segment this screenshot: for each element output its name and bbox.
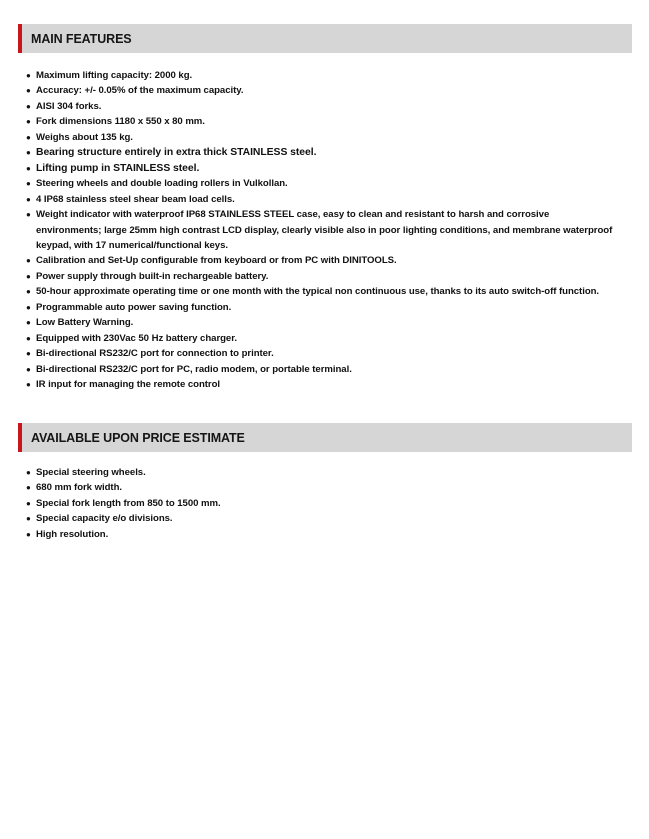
- list-item-text: AISI 304 forks.: [36, 100, 102, 112]
- list-item-text: Power supply through built-in rechargeable battery.: [36, 270, 269, 282]
- list-item: [26, 161, 616, 176]
- list-item: [26, 145, 616, 160]
- bullet-icon: ●: [26, 529, 31, 539]
- list-item-text: Accuracy: +/- 0.05% of the maximum capacity.: [36, 85, 244, 97]
- bullet-icon: ●: [26, 302, 31, 312]
- bullet-icon: ●: [26, 101, 31, 111]
- list-item-text: Calibration and Set-Up configurable from keyboard or from PC with DINITOOLS.: [36, 255, 397, 267]
- list-item-text: 4 IP68 stainless steel shear beam load cells.: [36, 193, 235, 205]
- list-item: [26, 269, 616, 284]
- list-item: [26, 377, 616, 392]
- main-features-section: [0, 24, 649, 391]
- bullet-icon: ●: [26, 194, 31, 204]
- list-item: [26, 176, 616, 191]
- list-item-text: Special capacity e/o divisions.: [36, 513, 173, 525]
- bullet-icon: ●: [26, 498, 31, 508]
- list-item: [26, 315, 616, 330]
- bullet-icon: ●: [26, 163, 31, 173]
- list-item: [26, 83, 616, 98]
- list-item: [26, 192, 616, 207]
- bullet-icon: ●: [26, 349, 31, 359]
- price-estimate-section: [0, 423, 649, 540]
- list-item-text: Special fork length from 850 to 1500 mm.: [36, 497, 221, 509]
- list-item: [26, 496, 616, 511]
- list-item: [26, 331, 616, 346]
- bullet-icon: ●: [26, 483, 31, 493]
- bullet-icon: ●: [26, 380, 31, 390]
- bullet-icon: ●: [26, 468, 31, 477]
- list-item-text: 680 mm fork width.: [36, 482, 122, 494]
- bullet-icon: ●: [26, 364, 31, 374]
- list-item: [26, 253, 616, 268]
- bullet-icon: ●: [26, 132, 31, 142]
- price-estimate-title: AVAILABLE UPON PRICE ESTIMATE: [31, 430, 245, 445]
- list-item: [26, 346, 616, 361]
- bullet-icon: ●: [26, 514, 31, 524]
- price-estimate-header: [18, 423, 632, 452]
- list-item-text: Lifting pump in STAINLESS steel.: [36, 162, 200, 174]
- main-features-list: [26, 68, 616, 393]
- list-item: [26, 300, 616, 315]
- bullet-icon: ●: [26, 148, 31, 158]
- list-item-text: Bearing structure entirely in extra thick STAINLESS steel.: [36, 147, 317, 159]
- list-item-text: 50-hour approximate operating time or one month with the typical non continuous use, thanks to its auto switch-off function.: [36, 286, 600, 298]
- list-item: [26, 130, 616, 145]
- bullet-icon: ●: [26, 287, 31, 297]
- list-item: [26, 527, 616, 542]
- list-item-text: Weighs about 135 kg.: [36, 131, 133, 143]
- list-item: [26, 480, 616, 495]
- list-item-text: High resolution.: [36, 528, 109, 540]
- bullet-icon: ●: [26, 179, 31, 189]
- list-item-text: Weight indicator with waterproof IP68 STAINLESS STEEL case, easy to clean and resistant to harsh and corrosive environments; large 25mm high contrast LCD display, clearly visible also in poor lighting conditions, and membrane waterproof keypad, with 17 numerical/functional keys.: [36, 209, 613, 251]
- list-item: [26, 114, 616, 129]
- bullet-icon: ●: [26, 86, 31, 96]
- main-features-title: MAIN FEATURES: [31, 31, 132, 46]
- list-item-text: Special steering wheels.: [36, 467, 146, 478]
- list-item: [26, 207, 616, 253]
- bullet-icon: ●: [26, 117, 31, 127]
- bullet-icon: ●: [26, 333, 31, 343]
- list-item-text: Maximum lifting capacity: 2000 kg.: [36, 70, 193, 81]
- bullet-icon: ●: [26, 256, 31, 266]
- list-item-text: Programmable auto power saving function.: [36, 301, 232, 313]
- list-item-text: Bi-directional RS232/C port for PC, radio modem, or portable terminal.: [36, 363, 352, 375]
- list-item-text: Steering wheels and double loading rollers in Vulkollan.: [36, 178, 288, 190]
- list-item: [26, 99, 616, 114]
- list-item-text: Low Battery Warning.: [36, 317, 134, 329]
- list-item: [26, 362, 616, 377]
- list-item: [26, 284, 616, 299]
- list-item: [26, 68, 616, 83]
- list-item: [26, 465, 616, 480]
- main-features-header: [18, 24, 632, 53]
- list-item-text: Bi-directional RS232/C port for connection to printer.: [36, 348, 274, 360]
- list-item: [26, 511, 616, 526]
- bullet-icon: ●: [26, 271, 31, 281]
- bullet-icon: ●: [26, 71, 31, 80]
- bullet-icon: ●: [26, 210, 31, 220]
- list-item-text: Fork dimensions 1180 x 550 x 80 mm.: [36, 116, 205, 128]
- list-item-text: IR input for managing the remote control: [36, 379, 221, 391]
- price-estimate-list: [26, 465, 616, 542]
- list-item-text: Equipped with 230Vac 50 Hz battery charger.: [36, 332, 237, 344]
- bullet-icon: ●: [26, 318, 31, 328]
